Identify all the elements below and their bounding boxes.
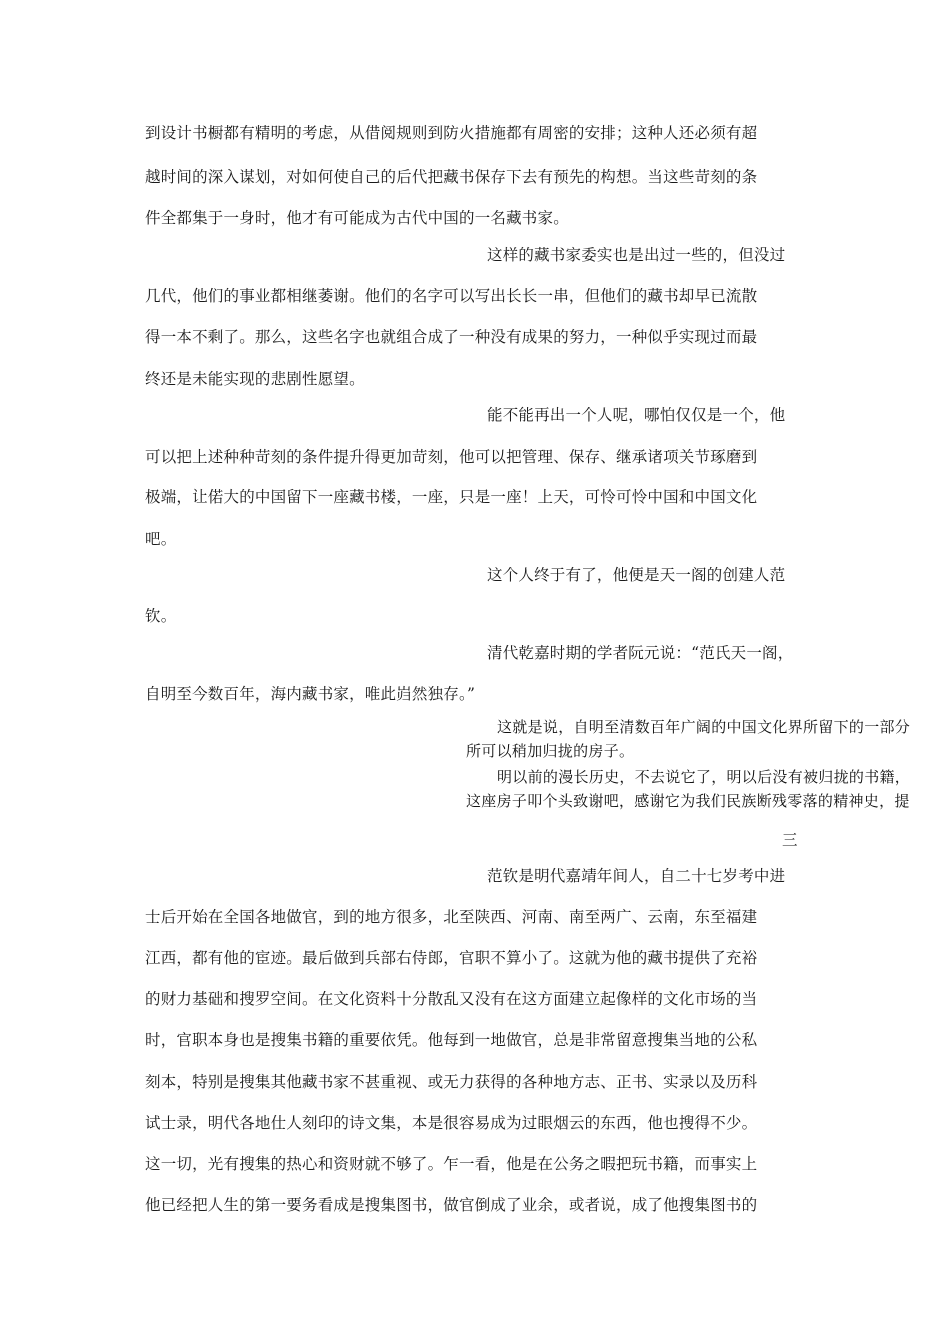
paragraph-line: 他已经把人生的第一要务看成是搜集图书，做官倒成了业余，或者说，成了他搜集图书的: [145, 1196, 758, 1214]
paragraph-line: 这一切，光有搜集的热心和资财就不够了。乍一看，他是在公务之暇把玩书籍，而事实上: [145, 1155, 758, 1173]
paragraph-line: 到设计书橱都有精明的考虑，从借阅规则到防火措施都有周密的安排；这种人还必须有超: [145, 124, 758, 142]
paragraph-line: 终还是未能实现的悲剧性愿望。: [145, 370, 365, 388]
paragraph-line: 江西，都有他的宦迹。最后做到兵部右侍郎，官职不算小了。这就为他的藏书提供了充裕: [145, 949, 758, 967]
paragraph-line: 越时间的深入谋划，对如何使自己的后代把藏书保存下去有预先的构想。当这些苛刻的条: [145, 168, 758, 186]
paragraph-line: 的财力基础和搜罗空间。在文化资料十分散乱又没有在这方面建立起像样的文化市场的当: [145, 990, 758, 1008]
paragraph-line: 钦。: [145, 607, 177, 625]
paragraph-line: 试士录，明代各地仕人刻印的诗文集，本是很容易成为过眼烟云的东西，他也搜得不少。: [145, 1114, 758, 1132]
paragraph-line: 极端，让偌大的中国留下一座藏书楼，一座，只是一座！上天，可怜可怜中国和中国文化: [145, 488, 758, 506]
paragraph-line: 时，官职本身也是搜集书籍的重要依凭。他每到一地做官，总是非常留意搜集当地的公私: [145, 1031, 758, 1049]
paragraph-line: 这样的藏书家委实也是出过一些的，但没过: [487, 246, 786, 264]
paragraph-line: 能不能再出一个人呢，哪怕仅仅是一个，他: [487, 406, 786, 424]
section-number: 三: [782, 831, 798, 849]
inserted-text-line: 所可以稍加归拢的房子。: [466, 742, 635, 760]
paragraph-line: 刻本，特别是搜集其他藏书家不甚重视、或无力获得的各种地方志、正书、实录以及历科: [145, 1073, 758, 1091]
paragraph-line: 几代，他们的事业都相继萎谢。他们的名字可以写出长长一串，但他们的藏书却早已流散: [145, 287, 758, 305]
paragraph-line: 吧。: [145, 530, 177, 548]
inserted-text-line: 明以前的漫长历史，不去说它了，明以后没有被归拢的书籍，: [497, 768, 911, 786]
paragraph-line: 范钦是明代嘉靖年间人，自二十七岁考中进: [487, 867, 786, 885]
paragraph-line: 士后开始在全国各地做官，到的地方很多，北至陕西、河南、南至两广、云南，东至福建: [145, 908, 758, 926]
paragraph-line: 这个人终于有了，他便是天一阁的创建人范: [487, 566, 786, 584]
paragraph-line: 清代乾嘉时期的学者阮元说：“范氏天一阁，: [487, 644, 794, 662]
paragraph-line: 件全都集于一身时，他才有可能成为古代中国的一名藏书家。: [145, 209, 569, 227]
paragraph-line: 得一本不剩了。那么，这些名字也就组合成了一种没有成果的努力，一种似乎实现过而最: [145, 328, 758, 346]
paragraph-line: 可以把上述种种苛刻的条件提升得更加苛刻，他可以把管理、保存、继承诸项关节琢磨到: [145, 448, 758, 466]
inserted-text-line: 这座房子叩个头致谢吧，感谢它为我们民族断残零落的精神史，提: [466, 792, 910, 810]
inserted-text-line: 这就是说，自明至清数百年广阔的中国文化界所留下的一部分: [497, 718, 911, 736]
paragraph-line: 自明至今数百年，海内藏书家，唯此岿然独存。”: [145, 685, 476, 703]
